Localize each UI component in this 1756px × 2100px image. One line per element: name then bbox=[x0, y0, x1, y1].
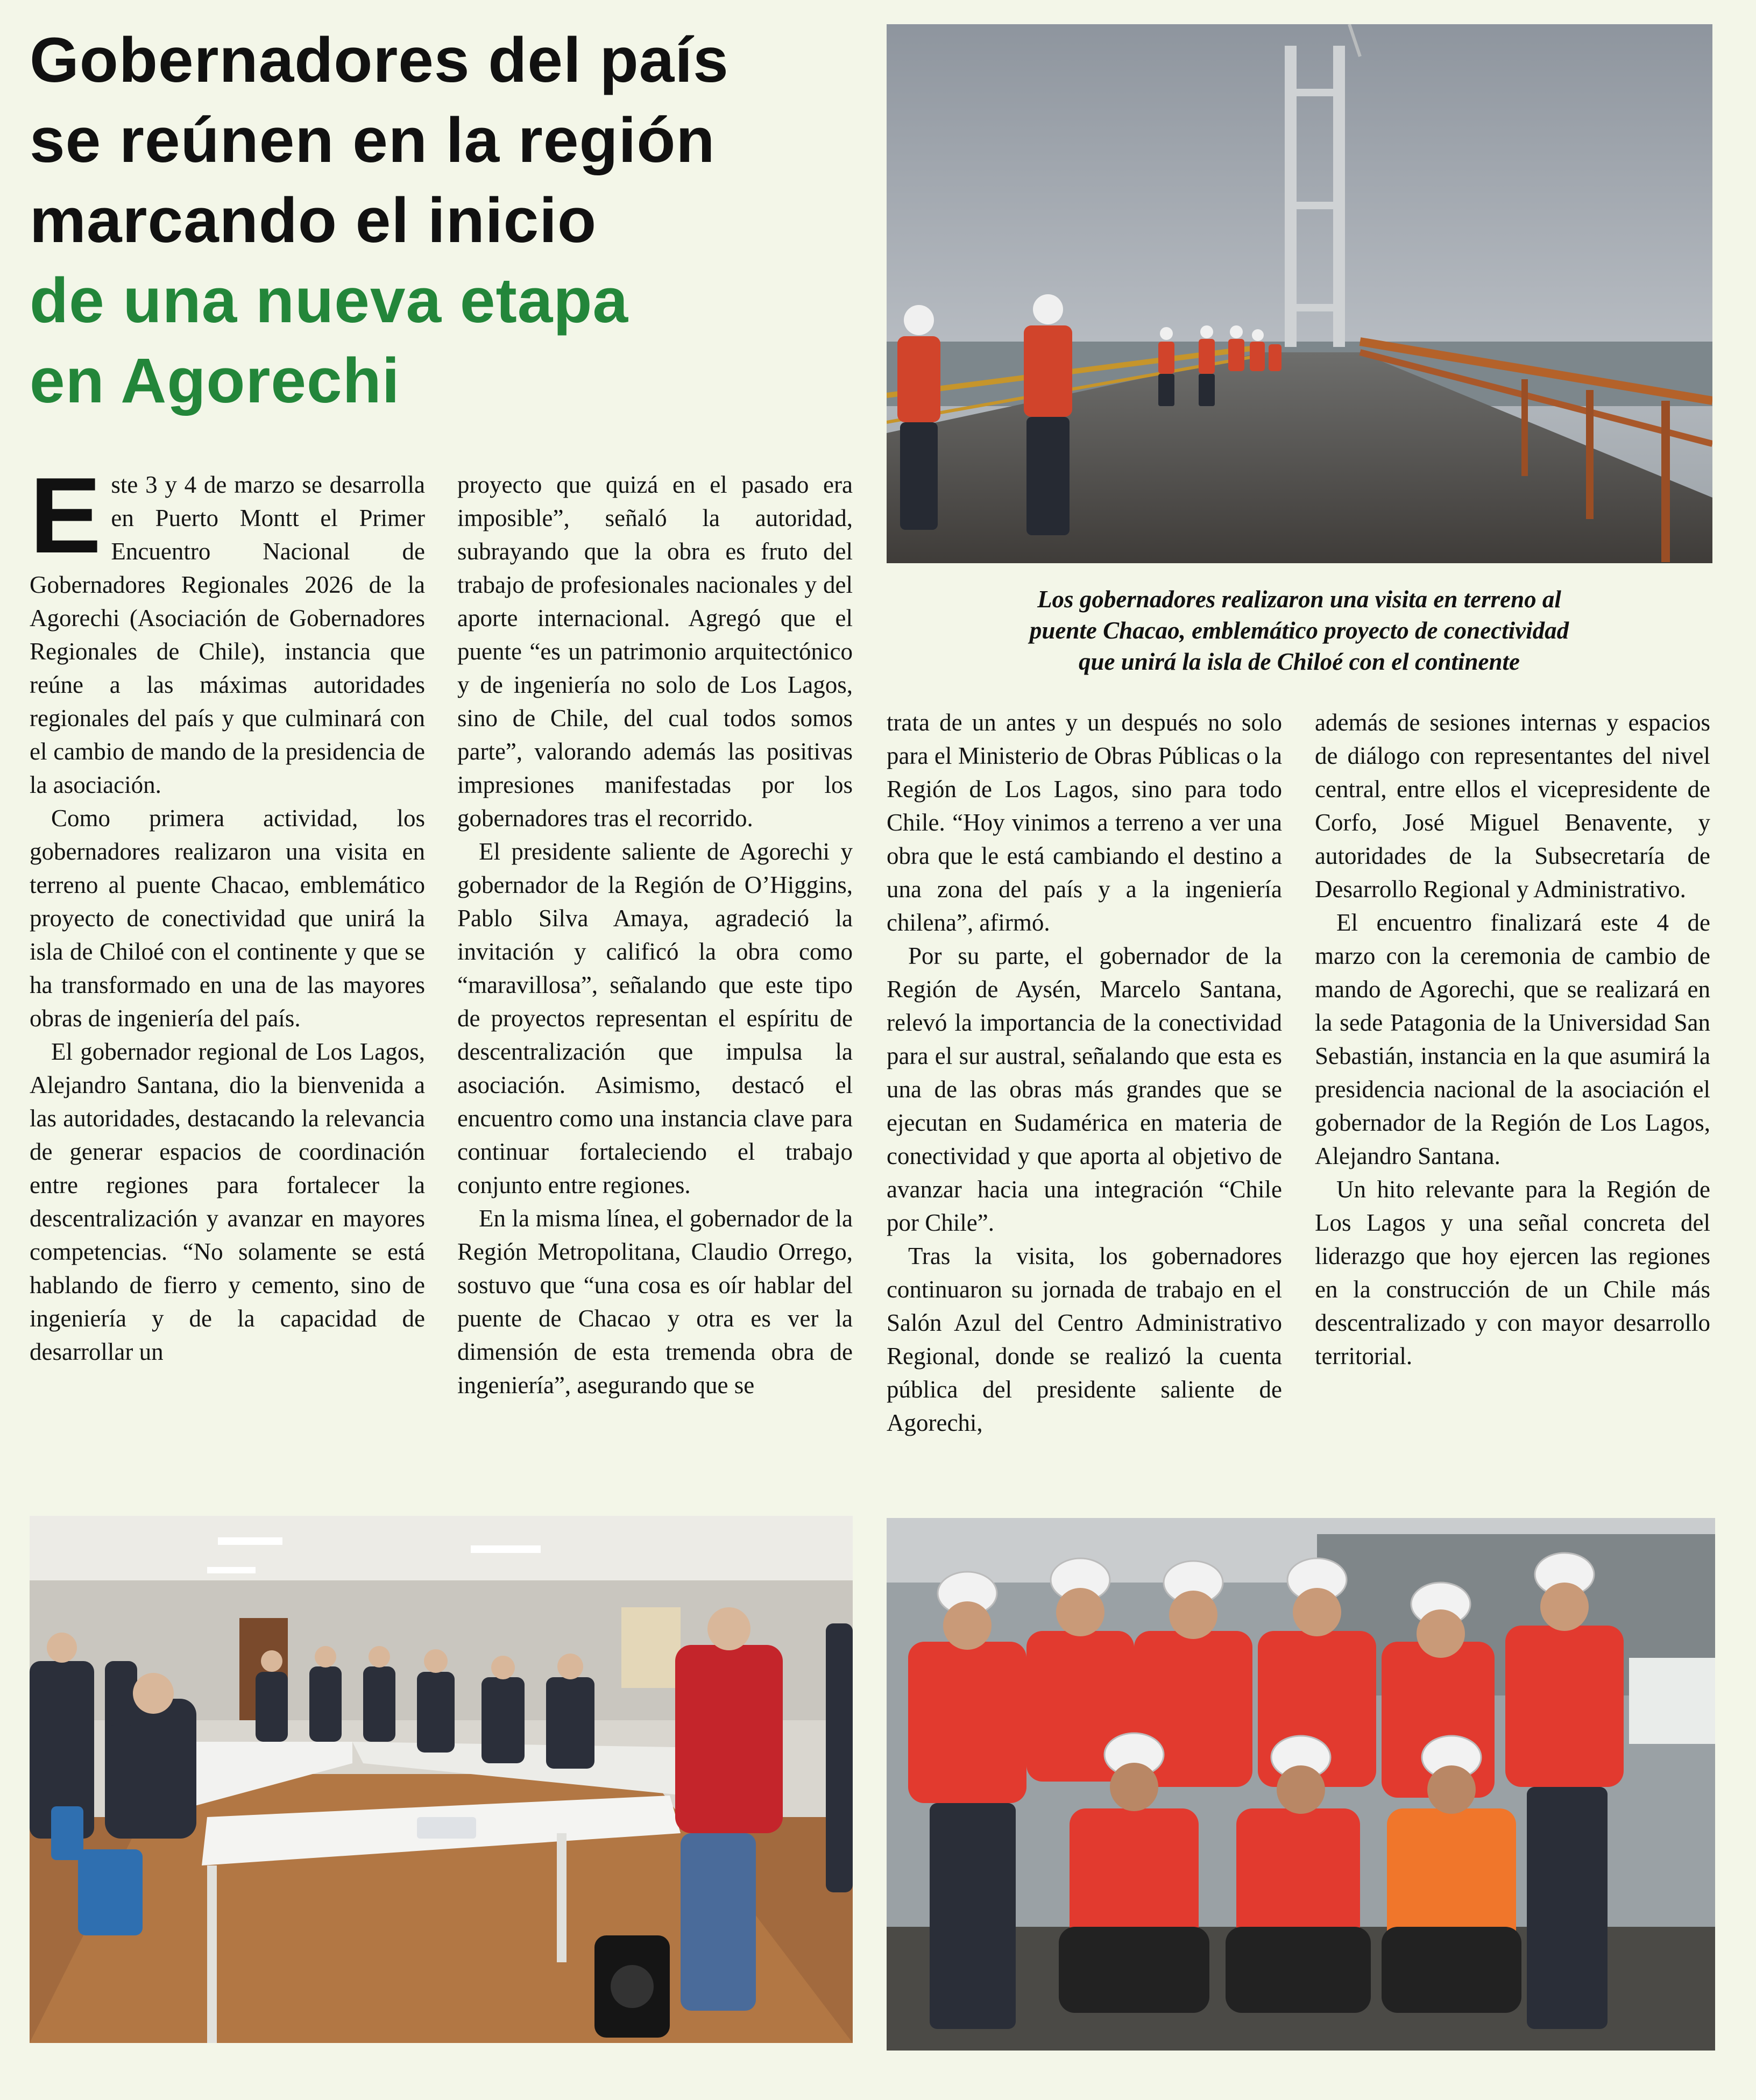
article-column-4 bbox=[1315, 706, 1710, 1502]
article-paragraph bbox=[30, 468, 425, 801]
paragraph-text: ste 3 y 4 de marzo se desarrolla en Puerto Montt el Primer Encuentro Nacional de Gobernadores Regionales 2026 de la Agorechi (Asociación de Gobernadores Regionales de Chile), instancia que reúne a las máximas autoridades regionales del país y que culminará con el cambio de mando de la presidencia de la asociación. bbox=[30, 471, 425, 798]
headline-line-5: en Agorechi bbox=[30, 345, 400, 416]
article-paragraph: Tras la visita, los gobernadores continuaron su jornada de trabajo en el Salón Azul del Centro Administrativo Regional, donde se realizó la cuenta pública del presidente saliente de Agorechi, bbox=[887, 1243, 1282, 1436]
headline-line-1: Gobernadores del país bbox=[30, 25, 729, 96]
article-paragraph: El encuentro finalizará este 4 de marzo con la ceremonia de cambio de mando de Agorechi, que se realizará en la sede Patagonia de la Universidad San Sebastián, instancia en la que asumirá la presidencia nacional de la asociación el gobernador de la Región de Los Lagos, Alejandro Santana. bbox=[1315, 909, 1710, 1169]
headline-line-2: se reúnen en la región bbox=[30, 105, 716, 176]
article-paragraph: Como primera actividad, los gobernadores realizaron una visita en terreno al puente Chacao, emblemático proyecto de conectividad que unirá la isla de Chiloé con el continente y que se ha transformado en una de las mayores obras de ingeniería del país. bbox=[30, 805, 425, 1032]
article-paragraph: El gobernador regional de Los Lagos, Alejandro Santana, dio la bienvenida a las autoridades, destacando la relevancia de generar espacios de coordinación entre regiones para fortalecer la descentralización y avanzar en mayores competencias. “No solamente se está hablando de fierro y cemento, sino de ingeniería y de la capacidad de desarrollar un bbox=[30, 1038, 425, 1365]
headline-line-3: marcando el inicio bbox=[30, 185, 597, 256]
article-column-1 bbox=[30, 468, 425, 1501]
caption-line-1: Los gobernadores realizaron una visita en terreno al bbox=[1037, 586, 1561, 613]
article-paragraph: Un hito relevante para la Región de Los Lagos y una señal concreta del liderazgo que hoy ejercen las regiones en la construcción de un Chile más descentralizado y con mayor desarrollo territorial. bbox=[1315, 1176, 1710, 1370]
article-column-2 bbox=[457, 468, 853, 1501]
headline bbox=[30, 20, 869, 421]
photo-meeting-room bbox=[30, 1516, 853, 2043]
caption-line-3: que unirá la isla de Chiloé con el continente bbox=[1078, 648, 1520, 675]
article-paragraph: El presidente saliente de Agorechi y gobernador de la Región de O’Higgins, Pablo Silva Amaya, agradeció la invitación y calificó la obra como “maravillosa”, señalando que este tipo de proyectos representan el espíritu de descentralización que impulsa la asociación. Asimismo, destacó el encuentro como una instancia clave para continuar fortaleciendo el trabajo conjunto entre regiones. bbox=[457, 838, 853, 1198]
photo-bridge-visit bbox=[887, 24, 1712, 563]
article-paragraph: Por su parte, el gobernador de la Región de Aysén, Marcelo Santana, relevó la importancia de la conectividad para el sur austral, señalando que esta es una de las obras más grandes que se ejecutan en Sudamérica en materia de conectividad y que aporta al objetivo de avanzar hacia una integración “Chile por Chile”. bbox=[887, 942, 1282, 1236]
photo-caption bbox=[888, 584, 1711, 677]
article-paragraph: En la misma línea, el gobernador de la Región Metropolitana, Claudio Orrego, sostuvo que “una cosa es oír hablar del puente de Chacao y otra es ver la dimensión de esta tremenda obra de ingeniería”, asegurando que se bbox=[457, 1205, 853, 1399]
photo-governors-group bbox=[887, 1518, 1715, 2051]
article-column-3 bbox=[887, 706, 1282, 1502]
headline-line-4: de una nueva etapa bbox=[30, 265, 629, 336]
drop-cap: E bbox=[30, 468, 102, 576]
article-paragraph: además de sesiones internas y espacios de diálogo con representantes del nivel central, entre ellos el vicepresidente de Corfo, José Miguel Benavente, y autoridades de la Subsecretaría de Desarrollo Regional y Administrativo. bbox=[1315, 709, 1710, 903]
article-paragraph: proyecto que quizá en el pasado era imposible”, señaló la autoridad, subrayando que la obra es fruto del trabajo de profesionales nacionales y del aporte internacional. Agregó que el puente “es un patrimonio arquitectónico y de ingeniería no solo de Los Lagos, sino de Chile, del cual todos somos parte”, valorando además las positivas impresiones manifestadas por los gobernadores tras el recorrido. bbox=[457, 471, 853, 832]
caption-line-2: puente Chacao, emblemático proyecto de conectividad bbox=[1029, 617, 1569, 644]
article-paragraph: trata de un antes y un después no solo para el Ministerio de Obras Públicas o la Región de Los Lagos, sino para todo Chile. “Hoy vinimos a terreno a ver una obra que le está cambiando el destino a una zona del país y a la ingeniería chilena”, afirmó. bbox=[887, 709, 1282, 936]
